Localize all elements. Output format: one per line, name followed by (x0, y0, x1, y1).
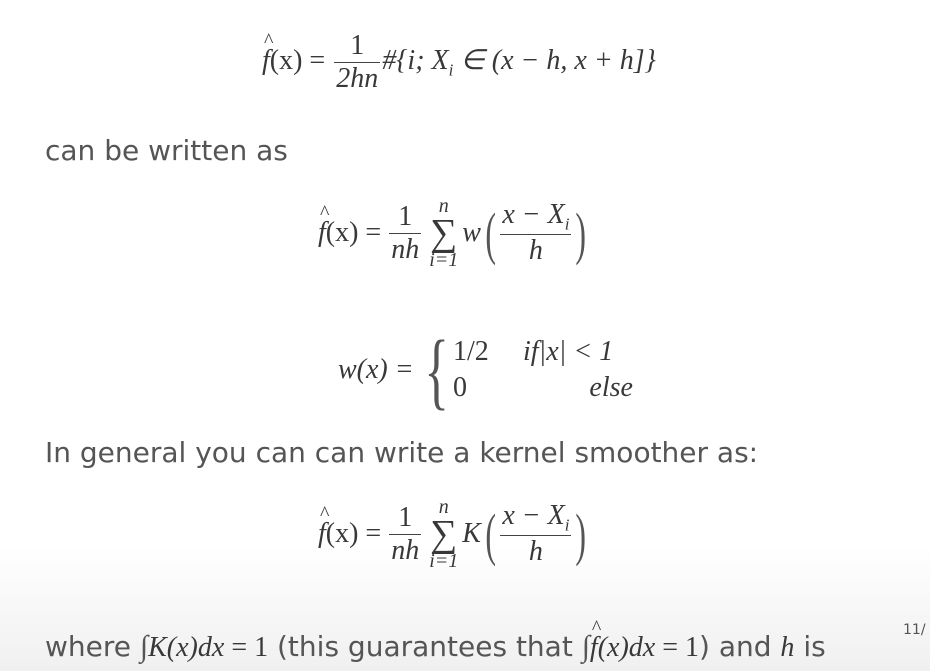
page-overflow-indicator: 11/ (903, 622, 926, 638)
where-text: where (45, 630, 140, 663)
eq1-fraction (334, 30, 380, 95)
left-paren: ( (485, 501, 496, 567)
sum-upper: n (438, 195, 449, 217)
eq2-inner-num: x − X (502, 198, 565, 230)
fhat-integral-eq: = 1 (655, 632, 700, 663)
eq2-numerator: 1 (398, 200, 413, 232)
f-hat: ^ f (318, 518, 326, 550)
eq4-inner-sub: i (564, 515, 570, 535)
case2-value: 0 (452, 372, 467, 403)
f-hat: ^ f (318, 217, 326, 249)
eq1-denominator: 2hn (336, 63, 379, 94)
eq3-lhs: w(x) = (338, 354, 414, 385)
eq1-rhs: #{i; X (382, 44, 449, 76)
equation-window-estimator (318, 196, 591, 270)
equation-histogram-estimator (262, 30, 656, 95)
sum-lower: i=1 (429, 249, 459, 272)
sigma-symbol: ∑ (430, 212, 458, 254)
eq1-rhs-sub: i (448, 60, 454, 80)
eq2-inner-fraction (500, 199, 571, 268)
eq2-inner-den: h (500, 234, 571, 267)
integral-symbol: ∫ (139, 630, 149, 663)
eq4-lhs-arg: (x) = (325, 518, 382, 550)
sigma-symbol: ∑ (430, 513, 458, 555)
case1-value: 1/2 (452, 336, 489, 367)
kernel-integral: K(x)dx (148, 632, 225, 663)
eq3-cases (453, 336, 633, 404)
and-text: ) and (699, 630, 781, 663)
guarantees-text: (this guarantees that (268, 630, 582, 663)
eq4-fraction (389, 502, 421, 567)
sum-upper: n (438, 496, 449, 518)
equation-weight-function (338, 320, 633, 420)
eq4-summation (429, 497, 458, 571)
case1-condition: if|x| < 1 (522, 336, 614, 367)
equation-kernel-smoother (318, 497, 591, 571)
eq2-fraction (389, 201, 421, 266)
eq4-inner-fraction (500, 500, 571, 569)
sum-lower: i=1 (429, 550, 459, 573)
integral-symbol: ∫ (581, 630, 590, 663)
eq4-func: K (462, 518, 481, 550)
eq2-inner-sub: i (564, 214, 570, 234)
bandwidth-h: h (780, 632, 795, 663)
eq2-denominator: nh (391, 233, 420, 265)
eq4-inner-den: h (500, 535, 571, 568)
text-can-be-written-as: can be written as (45, 134, 288, 167)
eq2-lhs-arg: (x) = (325, 217, 382, 249)
eq1-lhs-arg: (x) = (269, 44, 326, 76)
f-hat: ^ f (262, 45, 270, 77)
text-in-general: In general you can can write a kernel smoother as: (45, 436, 759, 469)
left-paren: ( (485, 200, 496, 266)
eq1-rhs-tail: ∈ (x − h, x + h]} (453, 44, 656, 76)
eq2-summation (429, 196, 458, 270)
f-hat: ^ f (590, 632, 598, 664)
left-brace: { (423, 322, 449, 418)
eq4-inner-num: x − X (502, 499, 565, 531)
kernel-integral-eq: = 1 (224, 632, 269, 663)
eq4-denominator: nh (391, 534, 420, 566)
eq4-numerator: 1 (398, 501, 413, 533)
eq1-numerator: 1 (350, 30, 365, 61)
is-text: is (794, 630, 826, 663)
case2-condition: else (589, 372, 633, 403)
text-where-clause (45, 630, 826, 664)
fhat-integral: (x)dx (597, 632, 656, 663)
eq2-func: w (462, 217, 481, 249)
right-paren: ) (575, 200, 587, 266)
right-paren: ) (575, 501, 587, 567)
